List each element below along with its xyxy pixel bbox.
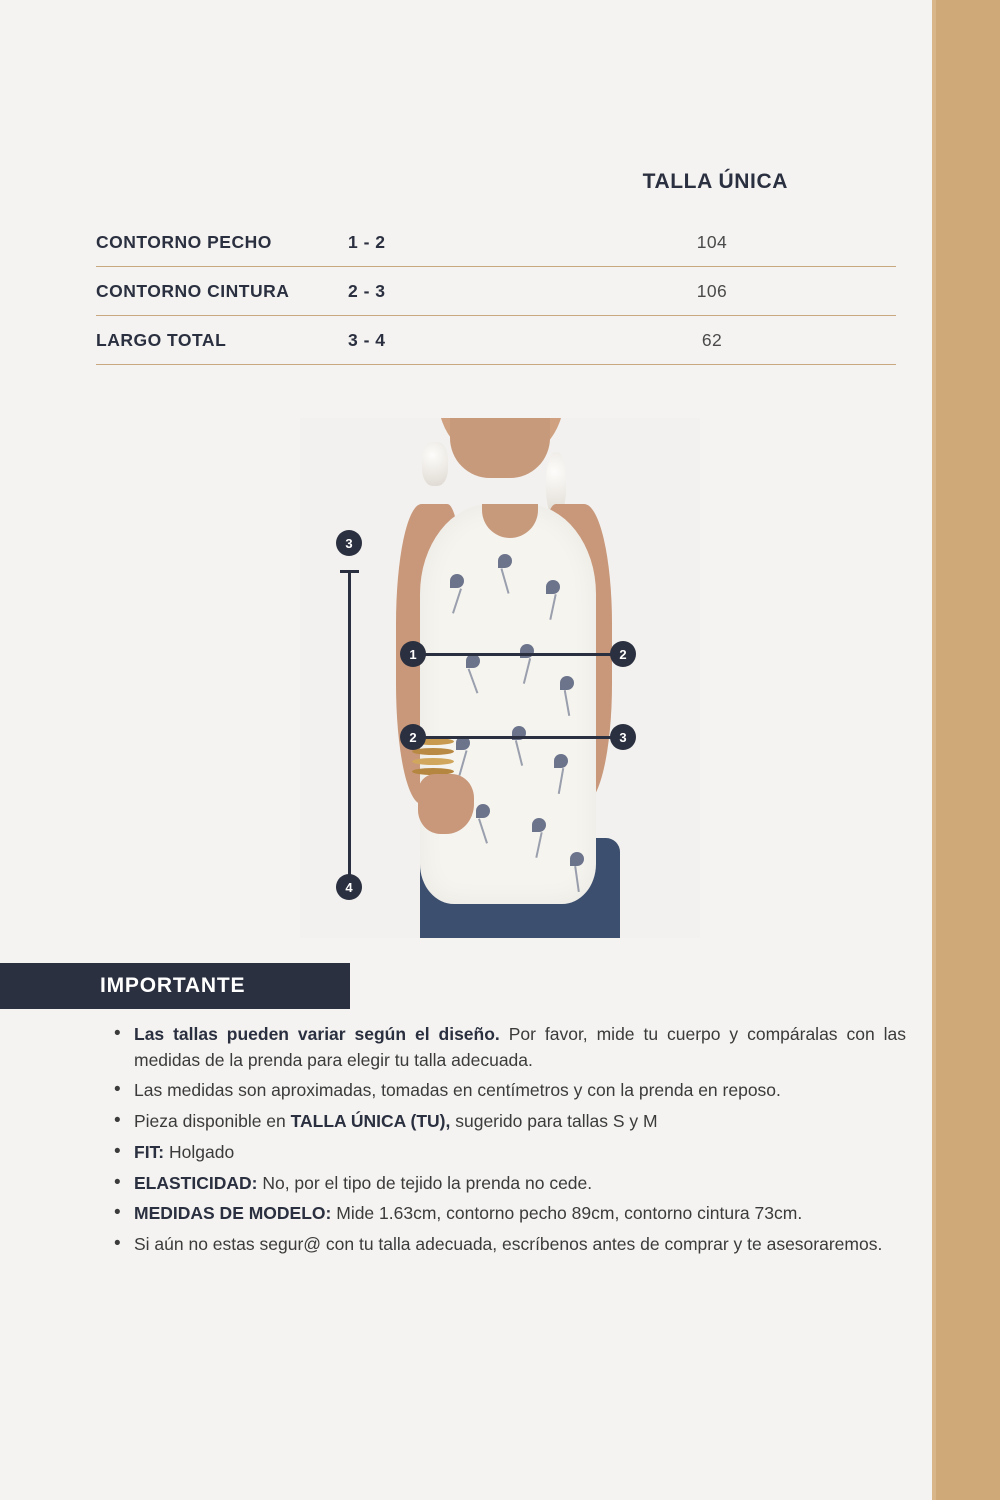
bust-line <box>422 653 618 656</box>
measure-points: 3 - 4 <box>348 316 528 365</box>
marker-1: 1 <box>400 641 426 667</box>
note-strong: TALLA ÚNICA (TU), <box>290 1111 451 1132</box>
note-text: Si aún no estas segur@ con tu talla adecuada, escríbenos antes de comprar y te asesoraremos. <box>134 1234 883 1255</box>
note-text: Las medidas son aproximadas, tomadas en centímetros y con la prenda en reposo. <box>134 1080 781 1101</box>
note-text: Mide 1.63cm, contorno pecho 89cm, contorno cintura 73cm. <box>331 1203 803 1224</box>
waist-line <box>422 736 618 739</box>
note-strong: FIT: <box>134 1141 165 1162</box>
marker-2-bust: 2 <box>610 641 636 667</box>
size-table-section <box>96 170 896 365</box>
decorative-right-band-edge <box>932 0 936 1500</box>
table-row <box>96 316 896 365</box>
garment-neckline <box>482 504 538 538</box>
model-photo <box>300 418 700 938</box>
note-text: Por favor, mide tu cuerpo y compáralas con las medidas de la prenda para elegir tu talla adecuada. <box>134 1024 907 1070</box>
measure-label: CONTORNO PECHO <box>96 218 348 267</box>
important-notes <box>108 1022 908 1263</box>
measure-label: LARGO TOTAL <box>96 316 348 365</box>
size-table <box>96 218 896 365</box>
important-heading: IMPORTANTE <box>100 974 246 997</box>
list-item <box>134 1201 908 1227</box>
length-line <box>348 570 351 886</box>
list-item <box>134 1140 908 1166</box>
marker-4: 4 <box>336 874 362 900</box>
list-item <box>134 1022 908 1073</box>
important-heading-bar <box>0 963 350 1009</box>
list-item <box>134 1171 908 1197</box>
list-item <box>134 1078 908 1104</box>
measure-value: 106 <box>528 267 896 316</box>
size-column-header: TALLA ÚNICA <box>642 170 788 193</box>
measure-label: CONTORNO CINTURA <box>96 267 348 316</box>
marker-2-waist: 2 <box>400 724 426 750</box>
marker-3-top: 3 <box>336 530 362 556</box>
note-strong: ELASTICIDAD: <box>134 1172 258 1193</box>
model-hand <box>418 774 474 834</box>
marker-3-waist: 3 <box>610 724 636 750</box>
table-row <box>96 267 896 316</box>
note-text-pre: Pieza disponible en <box>134 1111 291 1132</box>
note-text: No, por el tipo de tejido la prenda no cede. <box>257 1172 593 1193</box>
note-strong: MEDIDAS DE MODELO: <box>134 1203 332 1224</box>
earring-left-icon <box>422 442 448 486</box>
table-row <box>96 218 896 267</box>
model-neck <box>450 418 550 478</box>
measure-points: 1 - 2 <box>348 218 528 267</box>
list-item <box>134 1109 908 1135</box>
garment-blouse <box>420 504 596 904</box>
list-item <box>134 1232 908 1258</box>
decorative-right-band <box>936 0 1000 1500</box>
measure-points: 2 - 3 <box>348 267 528 316</box>
measure-value: 104 <box>528 218 896 267</box>
note-text-post: sugerido para tallas S y M <box>450 1111 658 1132</box>
measure-value: 62 <box>528 316 896 365</box>
note-text: Holgado <box>164 1141 235 1162</box>
note-strong: Las tallas pueden variar según el diseño. <box>134 1024 500 1044</box>
